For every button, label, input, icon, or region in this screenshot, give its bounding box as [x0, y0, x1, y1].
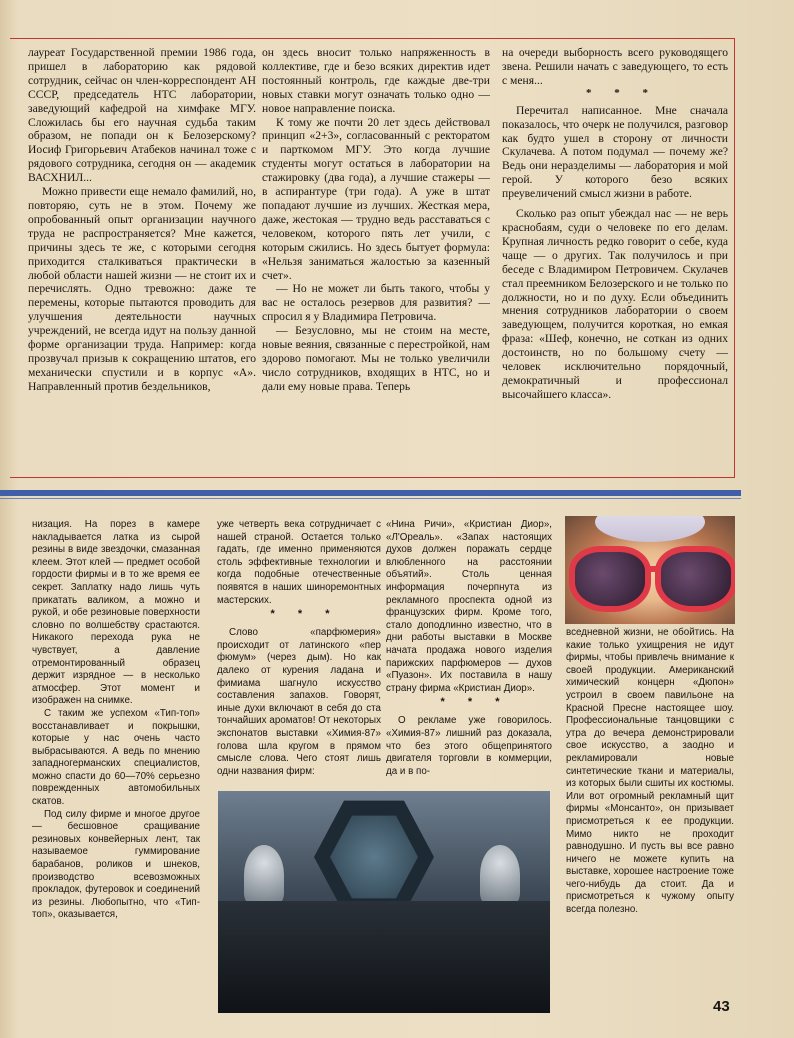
page-number: 43 — [713, 998, 730, 1015]
paragraph: на очереди выборность всего руководящего звена. Решили начать с заведующего, то есть с меня... — [502, 46, 728, 87]
paragraph: вседневной жизни, не обойтись. На какие только ухищрения не идут фирмы, чтобы привлечь внимание к своей продукции. Американский химический концерн «Дюпон» устроил в своем павильоне на Красной Пресне настоящее шоу. Профессиональные танцовщики с утра до вечера демонстрировали свое искусство, а заодно и рекламировали новые синтетические ткани и материалы, из которых были сшиты их костюмы. Или вот огромный рекламный щит фирмы «Монсанто», он призывает присмотреться к ее продукции. Мимо никто не проходит равнодушно. И пусть вы все равно ничего не можете купить на выставке, хорошее настроение тоже чего-нибудь да стоит. Да и присмотреться к чужому опыту всегда полезно. — [566, 627, 734, 916]
photo-figure-left — [244, 845, 284, 905]
top-column-3 — [502, 46, 728, 402]
paragraph: С таким же успехом «Тип-топ» восстанавливает и покрышки, которые у нас очень часто выбрасываются. А ведь по мнению западногерманских специалистов, можно спасти до 60—70% серьезно поврежденных автомобильных скатов. — [32, 707, 200, 808]
paragraph: уже четверть века сотрудничает с нашей страной. Остается только гадать, где именно применяются столь эффективные технологии и когда подобные отечественные появятся в наших шиноремонтных мастерских. — [217, 519, 381, 606]
paragraph: Можно привести еще немало фамилий, но, повторяю, суть не в этом. Почему же опробованный опыт организации научного труда не распространяется? Мне кажется, причины здесь те же, с которыми сегодня приходится сталкиваться практически в любой области нашей жизни — не стоит их и перечислять. Одно тревожно: даже те перемены, которые пытаются проводить для улучшения деятельности научных учреждений, не всегда идут на пользу данной форме организации труда. Например: когда прозвучал призыв к сокращению штатов, его механически спустили и в корпус «А». Направленный против бездельников, — [28, 185, 256, 393]
photo-lens-right — [655, 546, 735, 612]
section-separator: * * * — [586, 86, 658, 99]
paragraph: лауреат Государственной премии 1986 года, пришел в лабораторию как рядовой сотрудник, сейчас он член-корреспондент АН СССР, председатель НТС лаборатории, заведующий кафедрой на химфаке МГУ. Сложилась бы его научная судьба таким образом, не попади он к Белозерскому? Иосиф Григорьевич Атабеков начинал тоже с рядового сотрудника, сегодня он — академик ВАСХНИЛ... — [28, 46, 256, 185]
section-separator: * * * — [270, 608, 340, 621]
top-column-2 — [262, 46, 490, 394]
section-separator: * * * — [440, 696, 510, 709]
bottom-column-2 — [217, 519, 381, 778]
blue-rule — [0, 490, 741, 496]
photo-cap — [595, 516, 705, 542]
blue-rule-thin — [0, 498, 741, 499]
top-column-1 — [28, 46, 256, 394]
paragraph: — Но не может ли быть такого, чтобы у вас не осталось резервов для развития? — спросил я у Владимира Петровича. — [262, 282, 490, 324]
paragraph: он здесь вносит только напряженность в коллективе, где и безо всяких директив идет постоянный контроль, где каждые две-три новых ставки могут означать только одно — новое направление поиска. — [262, 46, 490, 115]
paragraph: Перечитал написанное. Мне сначала показалось, что очерк не получился, разговор как будто ушел в сторону от личности Скулачева. А потом подумал — почему же? Ведь они неразделимы — лаборатория и мой герой. У которого безо всяких преувеличений смысл жизни в работе. — [502, 103, 728, 201]
photo-exhibition-stage — [218, 791, 550, 1013]
paragraph: Слово «парфюмерия» происходит от латинского «пер фюмум» (через дым). Но как далеко от курения ладана и фимиама шагнуло искусство составления запахов. Говорят, иные духи включают в себя до ста тончайших ароматов! От некоторых экспонатов выставки «Химия-87» голова шла кругом в прямом смысле слова. Чего стоят лишь одни названия фирм: — [217, 627, 381, 777]
photo-stage-floor — [218, 901, 550, 1013]
photo-figure-right — [480, 845, 520, 905]
paragraph: низация. На порез в камере накладывается латка из сырой резины в виде звездочки, смазанная клеем. Этот клей — предмет особой гордости фирмы и в то же время ее секрет. Заплатку надо лишь чуть прикатать валиком, а можно и рукой, и обе резиновые поверхности словно по волшебству срастаются. Никакого перехода рука не чувствует, а давление отремонтированный образец держит изрядное — в несколько атмосфер. Этот момент и изображен на снимке. — [32, 519, 200, 707]
bottom-column-4 — [566, 627, 734, 917]
bottom-column-3 — [386, 519, 552, 778]
bottom-column-1 — [32, 519, 200, 922]
photo-woman-in-glasses — [565, 516, 735, 624]
paragraph: «Нина Ричи», «Кристиан Диор», «Л'Ореаль». «Запах настоящих духов должен поражать сердце влюбленного на расстоянии объятий». Столь ценная информация почерпнута из рекламного проспекта одной из французских фирм. Кроме того, стало доподлинно известно, что в дни работы выставки в Москве начата продажа нового изделия парижских парфюмеров — духов «Пуазон». Их поставила в нашу страну фирма «Кристиан Диор». — [386, 519, 552, 694]
photo-lens-left — [569, 546, 651, 612]
paragraph: Сколько раз опыт убеждал нас — не верь краснобаям, суди о человеке по его делам. Крупная личность редко говорит о себе, куда чаще — о других. Так получилось и при беседе с Владимиром Петровичем. Скулачев стал преемником Белозерского и не только по должности, но и по духу. Если объединить мнения сотрудников лаборатории о своем заведующем, получится короткая, но емкая фраза: «Шеф, конечно, не соткан из одних достоинств, но по большому счету — человек исключительно порядочный, демократичный и профессионал высочайшего класса». — [502, 207, 728, 401]
paragraph: О рекламе уже говорилось. «Химия-87» лишний раз доказала, что без этого общепринятого двигателя торговли в коммерции, да и в по- — [386, 715, 552, 777]
paragraph: — Безусловно, мы не стоим на месте, новые веяния, связанные с перестройкой, нам здорово помогают. Мы не только увеличили число сотрудников, входящих в НТС, но и дали ему новые права. Теперь — [262, 324, 490, 393]
paragraph: К тому же почти 20 лет здесь действовал принцип «2+3», согласованный с ректоратом и парткомом МГУ. Это когда лучшие студенты могут остаться в лаборатории на стажировку (два года), а лучшие стажеры — в аспирантуре (три года). А уже в штат попадают лучшие из лучших. Жесткая мера, даже, жестокая — трудно ведь расставаться с человеком, которого пять лет учили, с которым сжились. Но здесь бытует формула: «Нельзя заниматься жалостью за казенный счет». — [262, 115, 490, 282]
paragraph: Под силу фирме и многое другое — бесшовное сращивание резиновых конвейерных лент, так называемое гуммирование барабанов, роликов и шнеков, производство всевозможных прокладок, футеровок и соединений из резины. Любопытно, что «Тип-топ», оказывается, — [32, 808, 200, 921]
